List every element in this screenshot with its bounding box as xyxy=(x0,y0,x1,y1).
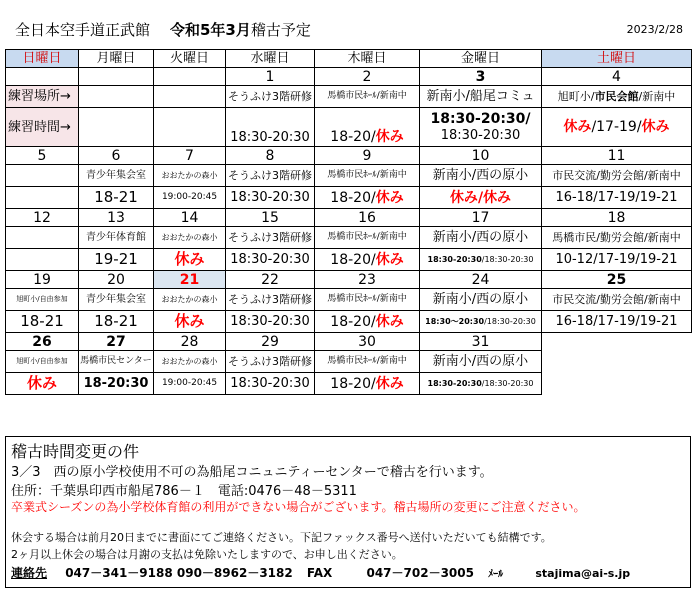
week1-places xyxy=(6,86,692,108)
day-cell: 29 xyxy=(226,333,315,351)
week4-days xyxy=(6,271,692,289)
place-cell: 青少年集会室 xyxy=(79,289,154,311)
day-cell xyxy=(154,68,226,86)
notes-box xyxy=(5,436,691,588)
time-cell xyxy=(154,108,226,147)
time-cell: 18-21 xyxy=(79,311,154,333)
contact-label: 連絡先 xyxy=(11,566,48,580)
place-cell: 馬橋市民センター xyxy=(79,351,154,373)
time-cell: 18:30-20:30 xyxy=(226,108,315,147)
time-cell: 18-21 xyxy=(6,311,79,333)
place-cell: 新南小/西の原小 xyxy=(420,165,542,187)
time-cell: 18-20:30 xyxy=(79,373,154,395)
time-cell: 18-20/休み xyxy=(315,108,420,147)
fax-label: FAX xyxy=(306,566,333,580)
day-cell: 17 xyxy=(420,209,542,227)
notes-warning: 卒業式シーズンの為小学校体育館の利用ができない場合がございます。稽古場所の変更にご注意ください。 xyxy=(11,500,586,514)
day-cell: 26 xyxy=(6,333,79,351)
time-cell: 19:00-20:45 xyxy=(154,187,226,209)
place-cell: 馬橋市民ﾎｰﾙ/新南中 xyxy=(315,165,420,187)
day-cell: 2 xyxy=(315,68,420,86)
day-cell: 18 xyxy=(542,209,692,227)
place-cell: 馬橋市民ﾎｰﾙ/新南中 xyxy=(315,289,420,311)
day-cell: 16 xyxy=(315,209,420,227)
place-cell: 市民交流/勤労会館/新南中 xyxy=(542,289,692,311)
week4-places xyxy=(6,289,692,311)
place-cell: おおたかの森小 xyxy=(154,165,226,187)
time-cell: 16-18/17-19/19-21 xyxy=(542,187,692,209)
time-cell: 19-21 xyxy=(79,249,154,271)
page-title xyxy=(170,19,311,40)
week5-days xyxy=(6,333,692,351)
place-cell: 旭町小/自由参加 xyxy=(6,351,79,373)
notes-title: 稽古時間変更の件 xyxy=(11,442,140,461)
time-cell: 18-20/休み xyxy=(315,311,420,333)
time-cell: 18:30-20:30/ 18:30-20:30 xyxy=(420,108,542,147)
place-cell: 新南小/船尾コミュ xyxy=(420,86,542,108)
week2-places xyxy=(6,165,692,187)
place-cell: 青少年体育館 xyxy=(79,227,154,249)
fax-number: 047－702－3005 xyxy=(366,566,474,580)
place-cell: おおたかの森小 xyxy=(154,227,226,249)
calendar-table xyxy=(5,49,692,395)
time-cell: 18:30-20:30 xyxy=(226,187,315,209)
time-cell: 18:30-20:30 xyxy=(226,249,315,271)
place-cell: そうふけ3階研修 xyxy=(226,351,315,373)
day-cell: 25 xyxy=(542,271,692,289)
day-cell: 4 xyxy=(542,68,692,86)
day-cell: 24 xyxy=(420,271,542,289)
time-cell: 18:30-20:30/18:30-20:30 xyxy=(420,249,542,271)
day-cell: 1 xyxy=(226,68,315,86)
day-cell: 14 xyxy=(154,209,226,227)
mail-address[interactable]: stajima@ai-s.jp xyxy=(535,567,631,580)
day-cell: 3 xyxy=(420,68,542,86)
time-cell: 18-21 xyxy=(79,187,154,209)
weekday-sun: 日曜日 xyxy=(6,50,79,68)
weekday-tue: 火曜日 xyxy=(154,50,226,68)
day-cell: 7 xyxy=(154,147,226,165)
place-cell: 新南小/西の原小 xyxy=(420,289,542,311)
weekday-header-row xyxy=(6,50,692,68)
week3-days xyxy=(6,209,692,227)
place-cell: そうふけ3階研修 xyxy=(226,86,315,108)
place-cell: 旭町小/自由参加 xyxy=(6,289,79,311)
day-cell: 11 xyxy=(542,147,692,165)
place-cell: 馬橋市民ﾎｰﾙ/新南中 xyxy=(315,86,420,108)
day-cell xyxy=(6,68,79,86)
org-name: 全日本空手道正武館 xyxy=(15,21,151,39)
day-cell: 30 xyxy=(315,333,420,351)
time-cell: 18:30〜20:30/18:30-20:30 xyxy=(420,311,542,333)
place-cell: 新南小/西の原小 xyxy=(420,227,542,249)
place-cell xyxy=(79,86,154,108)
day-cell: 6 xyxy=(79,147,154,165)
day-cell: 28 xyxy=(154,333,226,351)
time-cell: 18:30-20:30 xyxy=(226,311,315,333)
weekday-mon: 月曜日 xyxy=(79,50,154,68)
time-cell: 10-12/17-19/19-21 xyxy=(542,249,692,271)
place-cell xyxy=(6,227,79,249)
time-cell: 19:00-20:45 xyxy=(154,373,226,395)
weekday-fri: 金曜日 xyxy=(420,50,542,68)
day-cell: 31 xyxy=(420,333,542,351)
place-cell: そうふけ3階研修 xyxy=(226,227,315,249)
time-cell: 18-20/休み xyxy=(315,249,420,271)
week4-times xyxy=(6,311,692,333)
place-cell: 馬橋市民/勤労会館/新南中 xyxy=(542,227,692,249)
time-cell: 16-18/17-19/19-21 xyxy=(542,311,692,333)
week2-days xyxy=(6,147,692,165)
day-cell xyxy=(79,68,154,86)
contact-phones: 047－341－9188 090－8962－3182 xyxy=(65,566,293,580)
day-cell: 13 xyxy=(79,209,154,227)
issue-date: 2023/2/28 xyxy=(626,23,683,36)
notes-address: 住所：千葉県印西市船尾786－１ 電話:0476－48－5311 xyxy=(11,484,357,499)
notes-line: 2ヶ月以上休会の場合は月謝の支払は免除いたしますので、お申し出ください。 xyxy=(11,548,403,561)
week1-days xyxy=(6,68,692,86)
place-cell: 青少年集会室 xyxy=(79,165,154,187)
time-cell: 休み xyxy=(154,311,226,333)
time-cell: 休み/休み xyxy=(420,187,542,209)
mail-label: ﾒｰﾙ xyxy=(488,569,504,580)
day-cell: 5 xyxy=(6,147,79,165)
week3-places xyxy=(6,227,692,249)
week5-places xyxy=(6,351,692,373)
contact-line xyxy=(11,564,689,581)
week3-times xyxy=(6,249,692,271)
time-cell: 18:30-20:30/18:30-20:30 xyxy=(420,373,542,395)
week2-times xyxy=(6,187,692,209)
day-cell: 23 xyxy=(315,271,420,289)
place-cell xyxy=(154,86,226,108)
day-cell: 19 xyxy=(6,271,79,289)
week5-times xyxy=(6,373,692,395)
place-cell xyxy=(6,165,79,187)
time-cell: 休み/17-19/休み xyxy=(542,108,692,147)
place-cell: 新南小/西の原小 xyxy=(420,351,542,373)
day-cell: 12 xyxy=(6,209,79,227)
time-cell: 休み xyxy=(154,249,226,271)
time-cell xyxy=(6,249,79,271)
time-cell: 18:30-20:30 xyxy=(226,373,315,395)
day-cell: 15 xyxy=(226,209,315,227)
place-label: 練習場所→ xyxy=(6,86,79,108)
notes-line: 3／3 西の原小学校使用不可の為船尾コニュニティーセンターで稽古を行います。 xyxy=(11,465,493,480)
day-cell: 9 xyxy=(315,147,420,165)
time-label: 練習時間→ xyxy=(6,108,79,147)
weekday-thu: 木曜日 xyxy=(315,50,420,68)
place-cell: そうふけ3階研修 xyxy=(226,289,315,311)
place-cell: 市民交流/勤労会館/新南中 xyxy=(542,165,692,187)
place-cell: 旭町小/市民会館/新南中 xyxy=(542,86,692,108)
place-cell: 馬橋市民ﾎｰﾙ/新南中 xyxy=(315,227,420,249)
notes-line: 休会する場合は前月20日までに書面にてご連絡ください。下記ファックス番号へ送付いただいても結構です。 xyxy=(11,531,552,544)
day-cell: 10 xyxy=(420,147,542,165)
day-cell-highlight: 21 xyxy=(154,271,226,289)
time-cell: 18-20/休み xyxy=(315,373,420,395)
place-cell: 馬橋市民ﾎｰﾙ/新南中 xyxy=(315,351,420,373)
time-cell xyxy=(6,187,79,209)
weekday-wed: 水曜日 xyxy=(226,50,315,68)
weekday-sat: 土曜日 xyxy=(542,50,692,68)
day-cell: 22 xyxy=(226,271,315,289)
time-cell: 休み xyxy=(6,373,79,395)
day-cell: 8 xyxy=(226,147,315,165)
time-cell: 18-20/休み xyxy=(315,187,420,209)
week1-times xyxy=(6,108,692,147)
place-cell: おおたかの森小 xyxy=(154,351,226,373)
header xyxy=(5,13,691,43)
title-month: 令和5年3月 xyxy=(170,21,251,39)
day-cell: 20 xyxy=(79,271,154,289)
schedule-sheet xyxy=(5,13,691,588)
place-cell: おおたかの森小 xyxy=(154,289,226,311)
day-cell: 27 xyxy=(79,333,154,351)
place-cell: そうふけ3階研修 xyxy=(226,165,315,187)
time-cell xyxy=(79,108,154,147)
title-rest: 稽古予定 xyxy=(250,21,311,39)
